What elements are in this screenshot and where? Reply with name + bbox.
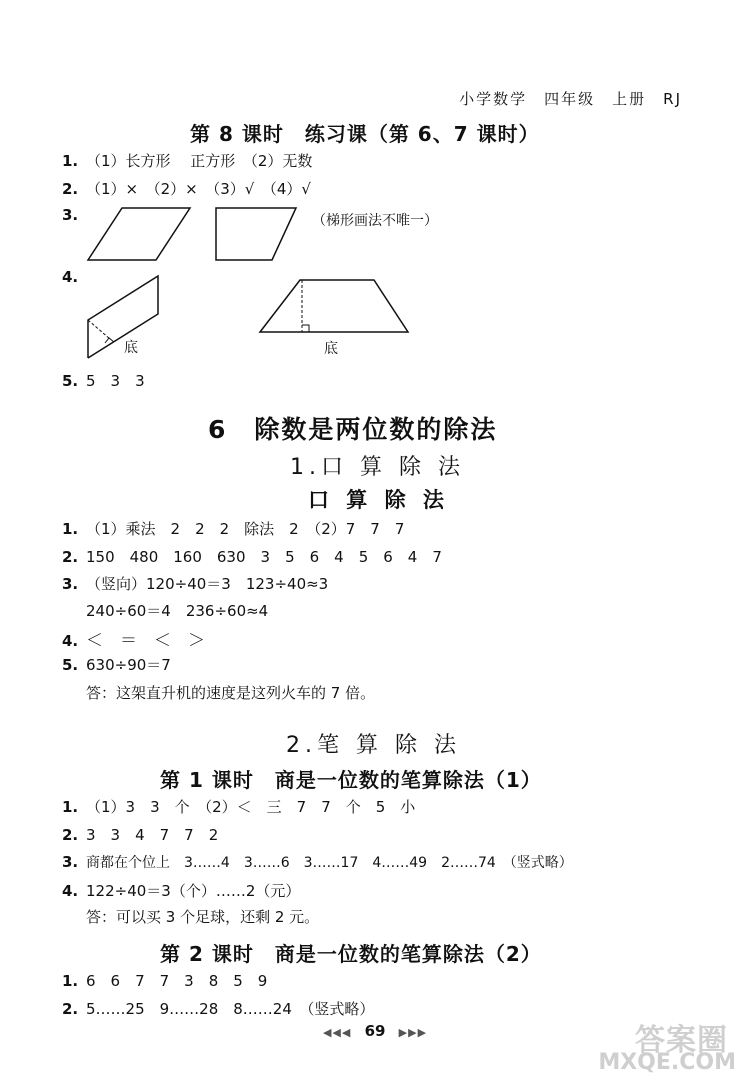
item-text: （1）长方形 正方形 （2）无数 <box>86 152 313 170</box>
section1-subtitle: 口 算 除 法 <box>308 488 449 512</box>
item-number: 2. <box>62 1000 79 1018</box>
chapter-title: 6 除数是两位数的除法 <box>208 415 498 444</box>
s2l1-item-2 <box>62 824 218 845</box>
item-number: 5. <box>62 656 79 674</box>
right-arrows-icon: ▶▶▶ <box>398 1026 428 1039</box>
item-text: 630÷90＝7 <box>86 656 171 674</box>
s1-item-4 <box>62 626 205 651</box>
right-angle-mark <box>302 325 309 332</box>
item-number: 1. <box>62 798 79 816</box>
left-arrows-icon: ◀◀◀ <box>322 1026 352 1039</box>
fig3-note: （梯形画法不唯一） <box>312 213 438 229</box>
l8-item-2 <box>62 178 311 199</box>
trapezoid-with-height <box>260 280 408 332</box>
section2-title: 2.笔 算 除 法 <box>286 733 461 758</box>
l8-item-3 <box>62 206 86 224</box>
item-number: 1. <box>62 152 79 170</box>
l8-item-4 <box>62 268 86 286</box>
item-text: 122÷40＝3（个）……2（元） <box>86 882 301 900</box>
s1-item-3-cont <box>62 600 268 621</box>
item-text: （1）3 3 个 （2）＜ 三 7 7 个 5 小 <box>86 798 416 816</box>
s1-item-2 <box>62 546 442 567</box>
parallelogram-outline <box>88 276 158 358</box>
item-number: 2. <box>62 180 79 198</box>
item-number: 3. <box>62 206 79 224</box>
item-number: 3. <box>62 575 79 593</box>
l8-item-5 <box>62 370 145 391</box>
item-number: 2. <box>62 548 79 566</box>
fig3-shapes <box>86 206 306 262</box>
item-number: 4. <box>62 882 79 900</box>
s1-item-3 <box>62 573 328 594</box>
s2l2-item-2 <box>62 998 374 1019</box>
item-text: （1）乘法 2 2 2 除法 2 （2）7 7 7 <box>86 520 405 538</box>
section2-lesson1-title: 第 1 课时 商是一位数的笔算除法（1） <box>160 768 542 792</box>
item-text: 150 480 160 630 3 5 6 4 5 6 4 7 <box>86 548 442 566</box>
page-number: 69 <box>364 1022 386 1040</box>
trapezoid-shape <box>216 208 296 260</box>
l8-item-1 <box>62 150 312 171</box>
item-number: 4. <box>62 268 79 286</box>
item-number: 4. <box>62 632 79 650</box>
lesson8-title: 第 8 课时 练习课（第 6、7 课时） <box>190 122 540 146</box>
item-number: 1. <box>62 972 79 990</box>
s2l1-item-4 <box>62 880 300 901</box>
item-text: 答：可以买 3 个足球，还剩 2 元。 <box>86 908 320 926</box>
s1-item-5-answer <box>62 682 375 703</box>
s2l1-item-1 <box>62 796 415 817</box>
watermark-url: MXQE.COM <box>598 1050 736 1075</box>
item-text: 商都在个位上 3……4 3……6 3……17 4……49 2……74 （竖式略） <box>86 855 573 871</box>
item-text: ＜ ＝ ＜ ＞ <box>86 631 205 651</box>
item-number: 2. <box>62 826 79 844</box>
s1-item-1 <box>62 518 404 539</box>
parallelogram-height <box>88 320 110 339</box>
item-text: 240÷60＝4 236÷60≈4 <box>86 602 269 620</box>
item-text: 5……25 9……28 8……24 （竖式略） <box>86 1000 375 1018</box>
item-number: 5. <box>62 372 79 390</box>
fig4-base-label-left: 底 <box>124 340 138 356</box>
s2l1-item-3 <box>62 852 573 872</box>
section2-lesson2-title: 第 2 课时 商是一位数的笔算除法（2） <box>160 942 542 966</box>
item-text: 5 3 3 <box>86 372 145 390</box>
s2l2-item-1 <box>62 970 267 991</box>
watermark-logo: 答案圈 <box>635 1023 728 1058</box>
item-text: （1）× （2）× （3）√ （4）√ <box>86 180 311 198</box>
s1-item-5 <box>62 654 171 675</box>
item-text: 6 6 7 7 3 8 5 9 <box>86 972 268 990</box>
item-text: 3 3 4 7 7 2 <box>86 826 219 844</box>
section1-title: 1.口 算 除 法 <box>290 455 465 480</box>
item-number: 3. <box>62 853 79 871</box>
item-text: （竖向）120÷40＝3 123÷40≈3 <box>86 575 329 593</box>
fig4-base-label-right: 底 <box>324 341 338 357</box>
book-header: 小学数学 四年级 上册 RJ <box>459 90 682 108</box>
parallelogram-shape <box>88 208 190 260</box>
s2l1-item-4-answer <box>62 906 319 927</box>
item-text: 答：这架直升机的速度是这列火车的 7 倍。 <box>86 684 376 702</box>
item-number: 1. <box>62 520 79 538</box>
